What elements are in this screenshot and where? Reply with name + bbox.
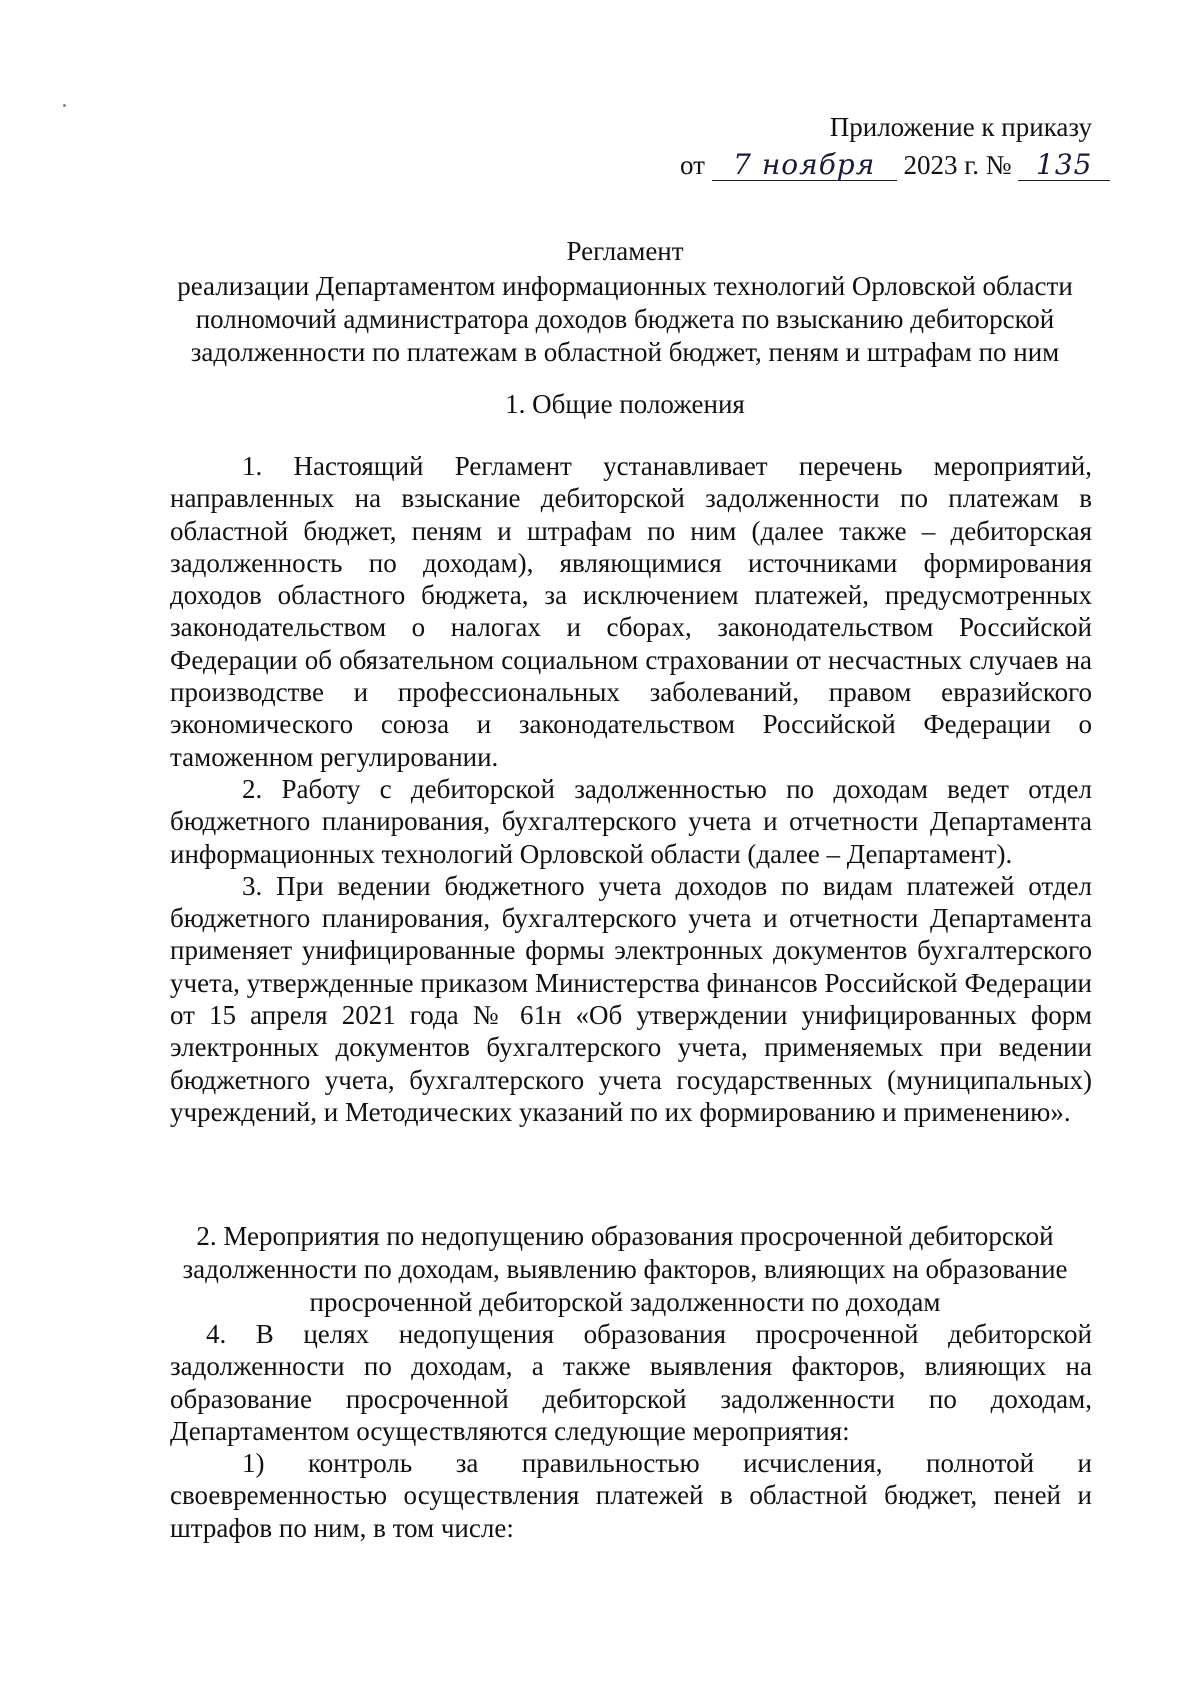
- handwritten-number-field: [1018, 150, 1110, 181]
- section-body: [170, 1318, 1092, 1544]
- handwritten-date-field: [712, 150, 897, 181]
- order-appendix-header: [680, 108, 1110, 184]
- title-word: Регламент: [566, 236, 684, 266]
- order-year-label: 2023 г. №: [903, 150, 1012, 180]
- section-body: [170, 450, 1092, 1128]
- scan-speck: [63, 104, 66, 107]
- paragraph: 2. Работу с дебиторской задолженностью по доходам ведет отдел бюджетного планирования, бухгалтерского учета и отчетности Департамента информационных технологий Орловской области (далее – Департамент).: [170, 773, 1092, 869]
- section-heading: 2. Мероприятия по недопущению образования просроченной дебиторской задолженности по доходам, выявлению факторов, влияющих на образование просроченной дебиторской задолженности по доходам: [182, 1221, 1068, 1317]
- paragraph: 1. Настоящий Регламент устанавливает перечень мероприятий, направленных на взыскание дебиторской задолженности по платежам в областной бюджет, пеням и штрафам по ним (далее также – дебиторская задолженность по доходам), являющимися источниками формирования доходов областного бюджета, за исключением платежей, предусмотренных законодательством о налогах и сборах, законодательством Российской Федерации об обязательном социальном страховании от несчастных случаев на производстве и профессиональных заболеваний, правом евразийского экономического союза и законодательством Российской Федерации о таможенном регулировании.: [170, 451, 1092, 772]
- section-heading: 1. Общие положения: [505, 389, 745, 419]
- date-prefix: от: [680, 150, 705, 180]
- handwritten-date: 7 ноября: [733, 148, 876, 181]
- paragraph: 3. При ведении бюджетного учета доходов по видам платежей отдел бюджетного планирования, бухгалтерского учета и отчетности Департамента применяет унифицированные формы электронных документов бухгалтерского учета, утвержденные приказом Министерства финансов Российской Федерации от 15 апреля 2021 года № 61н «Об утверждении унифицированных форм электронных документов бухгалтерского учета, применяемых при ведении бюджетного учета, бухгалтерского учета государственных (муниципальных) учреждений, и Методических указаний по их формированию и применению».: [170, 870, 1092, 1127]
- title-subtitle: реализации Департаментом информационных технологий Орловской области полномочий администратора доходов бюджета по взысканию дебиторской задолженности по платежам в областной бюджет, пеням и штрафам по ним: [177, 271, 1073, 367]
- handwritten-number: 135: [1036, 148, 1093, 181]
- order-date-line: [680, 146, 1110, 184]
- document-title: [160, 235, 1090, 369]
- paragraph: 4. В целях недопущения образования просроченной дебиторской задолженности по доходам, а также выявления факторов, влияющих на образование просроченной дебиторской задолженности по доходам, Департаментом осуществляются следующие мероприятия:: [170, 1319, 1092, 1446]
- appendix-label: Приложение к приказу: [829, 112, 1092, 142]
- paragraph: 1) контроль за правильностью исчисления, полнотой и своевременностью осуществления платежей в областной бюджет, пеней и штрафов по ним, в том числе:: [170, 1448, 1092, 1543]
